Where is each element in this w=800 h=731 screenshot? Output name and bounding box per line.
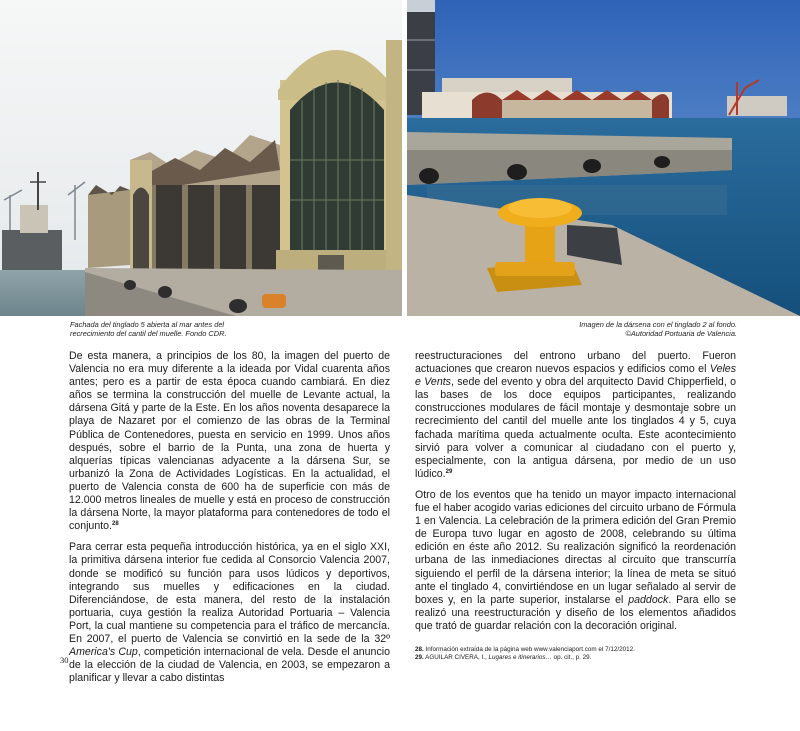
paragraph: Otro de los eventos que ha tenido un mayor impacto internacional fue el haber acogido varias ediciones del circuito urbano de Fórmula 1 en Valencia. La celebración de la primera edición del Gran Premio de Europa tuvo lugar en agosto de 2008, celebrando su última edición en éste año 2012. Su realización significó la reordenación urbana de las inmediaciones directas al circuito que transcurría siguiendo el perfil de la dársena interior; la línea de meta se situó ante el tinglado 4, convirtiéndose en un lugar señalado al servir de boxes y, en la parte superior, instalarse el paddock. Para ello se realizó una reestructuración y diseño de los elementos añadidos que trató de guardar relación con la decoración original. — [415, 488, 736, 632]
caption-right-line-2: ©Autoridad Portuaria de Valencia. — [625, 329, 737, 339]
caption-left-line-2: recrecimiento del cantil del muelle. Fondo CDR. — [70, 329, 227, 339]
text-column-left — [69, 350, 390, 685]
photo-darsena — [407, 0, 800, 316]
caption-right-line-1: Imagen de la dársena con el tinglado 2 al fondo. — [579, 320, 737, 329]
footnote-29: 29. AGUILAR CIVERA, I., Lugares e itinerarios… op. cit., p. 29. — [415, 654, 592, 661]
paragraph: De esta manera, a principios de los 80, la imagen del puerto de Valencia no era muy diferente a la ideada por Vidal cuarenta años antes; pero es a partir de esta época cuando cambiará. En diez años se termina la construcción del muelle de Levante actual, la dársena Gitá y parte de la Este. En los años noventa desaparece la playa de Nazaret por el comienzo de las obras de la Terminal Pública de Contenedores, puesta en servicio en 1999. Unos años después, sobre el barrio de la Punta, una zona de huerta y alquerías típicas valencianas adyacente a la dársena Sur, se urbanizó la Zona de Actividades Logísticas. En la actualidad, el puerto de Valencia consta de 600 ha de superficie con más de 12.000 metros lineales de muelle y está en proceso de construcción la dársena Norte, la mayor plataforma para contenedores de todo el conjunto.$^{28}$ — [69, 350, 390, 533]
footnotes — [415, 646, 745, 662]
footnote-ref-28[interactable]: 28 — [112, 521, 119, 528]
footnote-28: 28. Información extraída de la página web www.valenciaport.com el 7/12/2012. — [415, 646, 635, 653]
text-column-right — [415, 350, 736, 633]
page-number: 30 — [60, 655, 69, 665]
paragraph: Para cerrar esta pequeña introducción histórica, ya en el siglo XXI, la primitiva dársena interior fue cedida al Consorcio Valencia 2007, donde se modificó su función para usos lúdicos y deportivos, integrando sus muelles y edificaciones en la ciudad. Diferenciándose, de esta manera, del resto de la instalación portuaria, cuya gestión la realiza Autoridad Portuaria – Valencia Port, la cual mantiene su competencia para el tráfico de mercancía. En 2007, el puerto de Valencia se convirtió en la sede de la 32º America's Cup, competición internacional de vela. Desde el anuncio de la elección de la ciudad de Valencia, en 2003, se empezaron a planificar y llevar a cabo distintas — [69, 541, 390, 685]
paragraph: reestructuraciones del entrono urbano del puerto. Fueron actuaciones que crearon nuevos espacios y edificios como el Veles e Vents, sede del evento y obra del arquitecto David Chipperfield, o las bases de los doce equipos participantes, realizando construcciones modulares de fácil montaje y desmontaje sobre un recrecimiento del cantil del muelle ante los tinglados 4 y 5, cuya fachada marítima queda actualmente oculta. Este acontecimiento sirvió para volver a comunicar al ciudadano con el puerto y, especialmente, con la antigua dársena, por medio de un uso lúdico.$^{29}$ — [415, 350, 737, 480]
photo-tinglado-5 — [0, 0, 402, 316]
footnote-ref-29[interactable]: 29 — [445, 468, 453, 475]
caption-left-line-1: Fachada del tinglado 5 abierta al mar antes del — [70, 320, 225, 329]
caption-left — [70, 320, 370, 339]
caption-right — [437, 320, 737, 339]
